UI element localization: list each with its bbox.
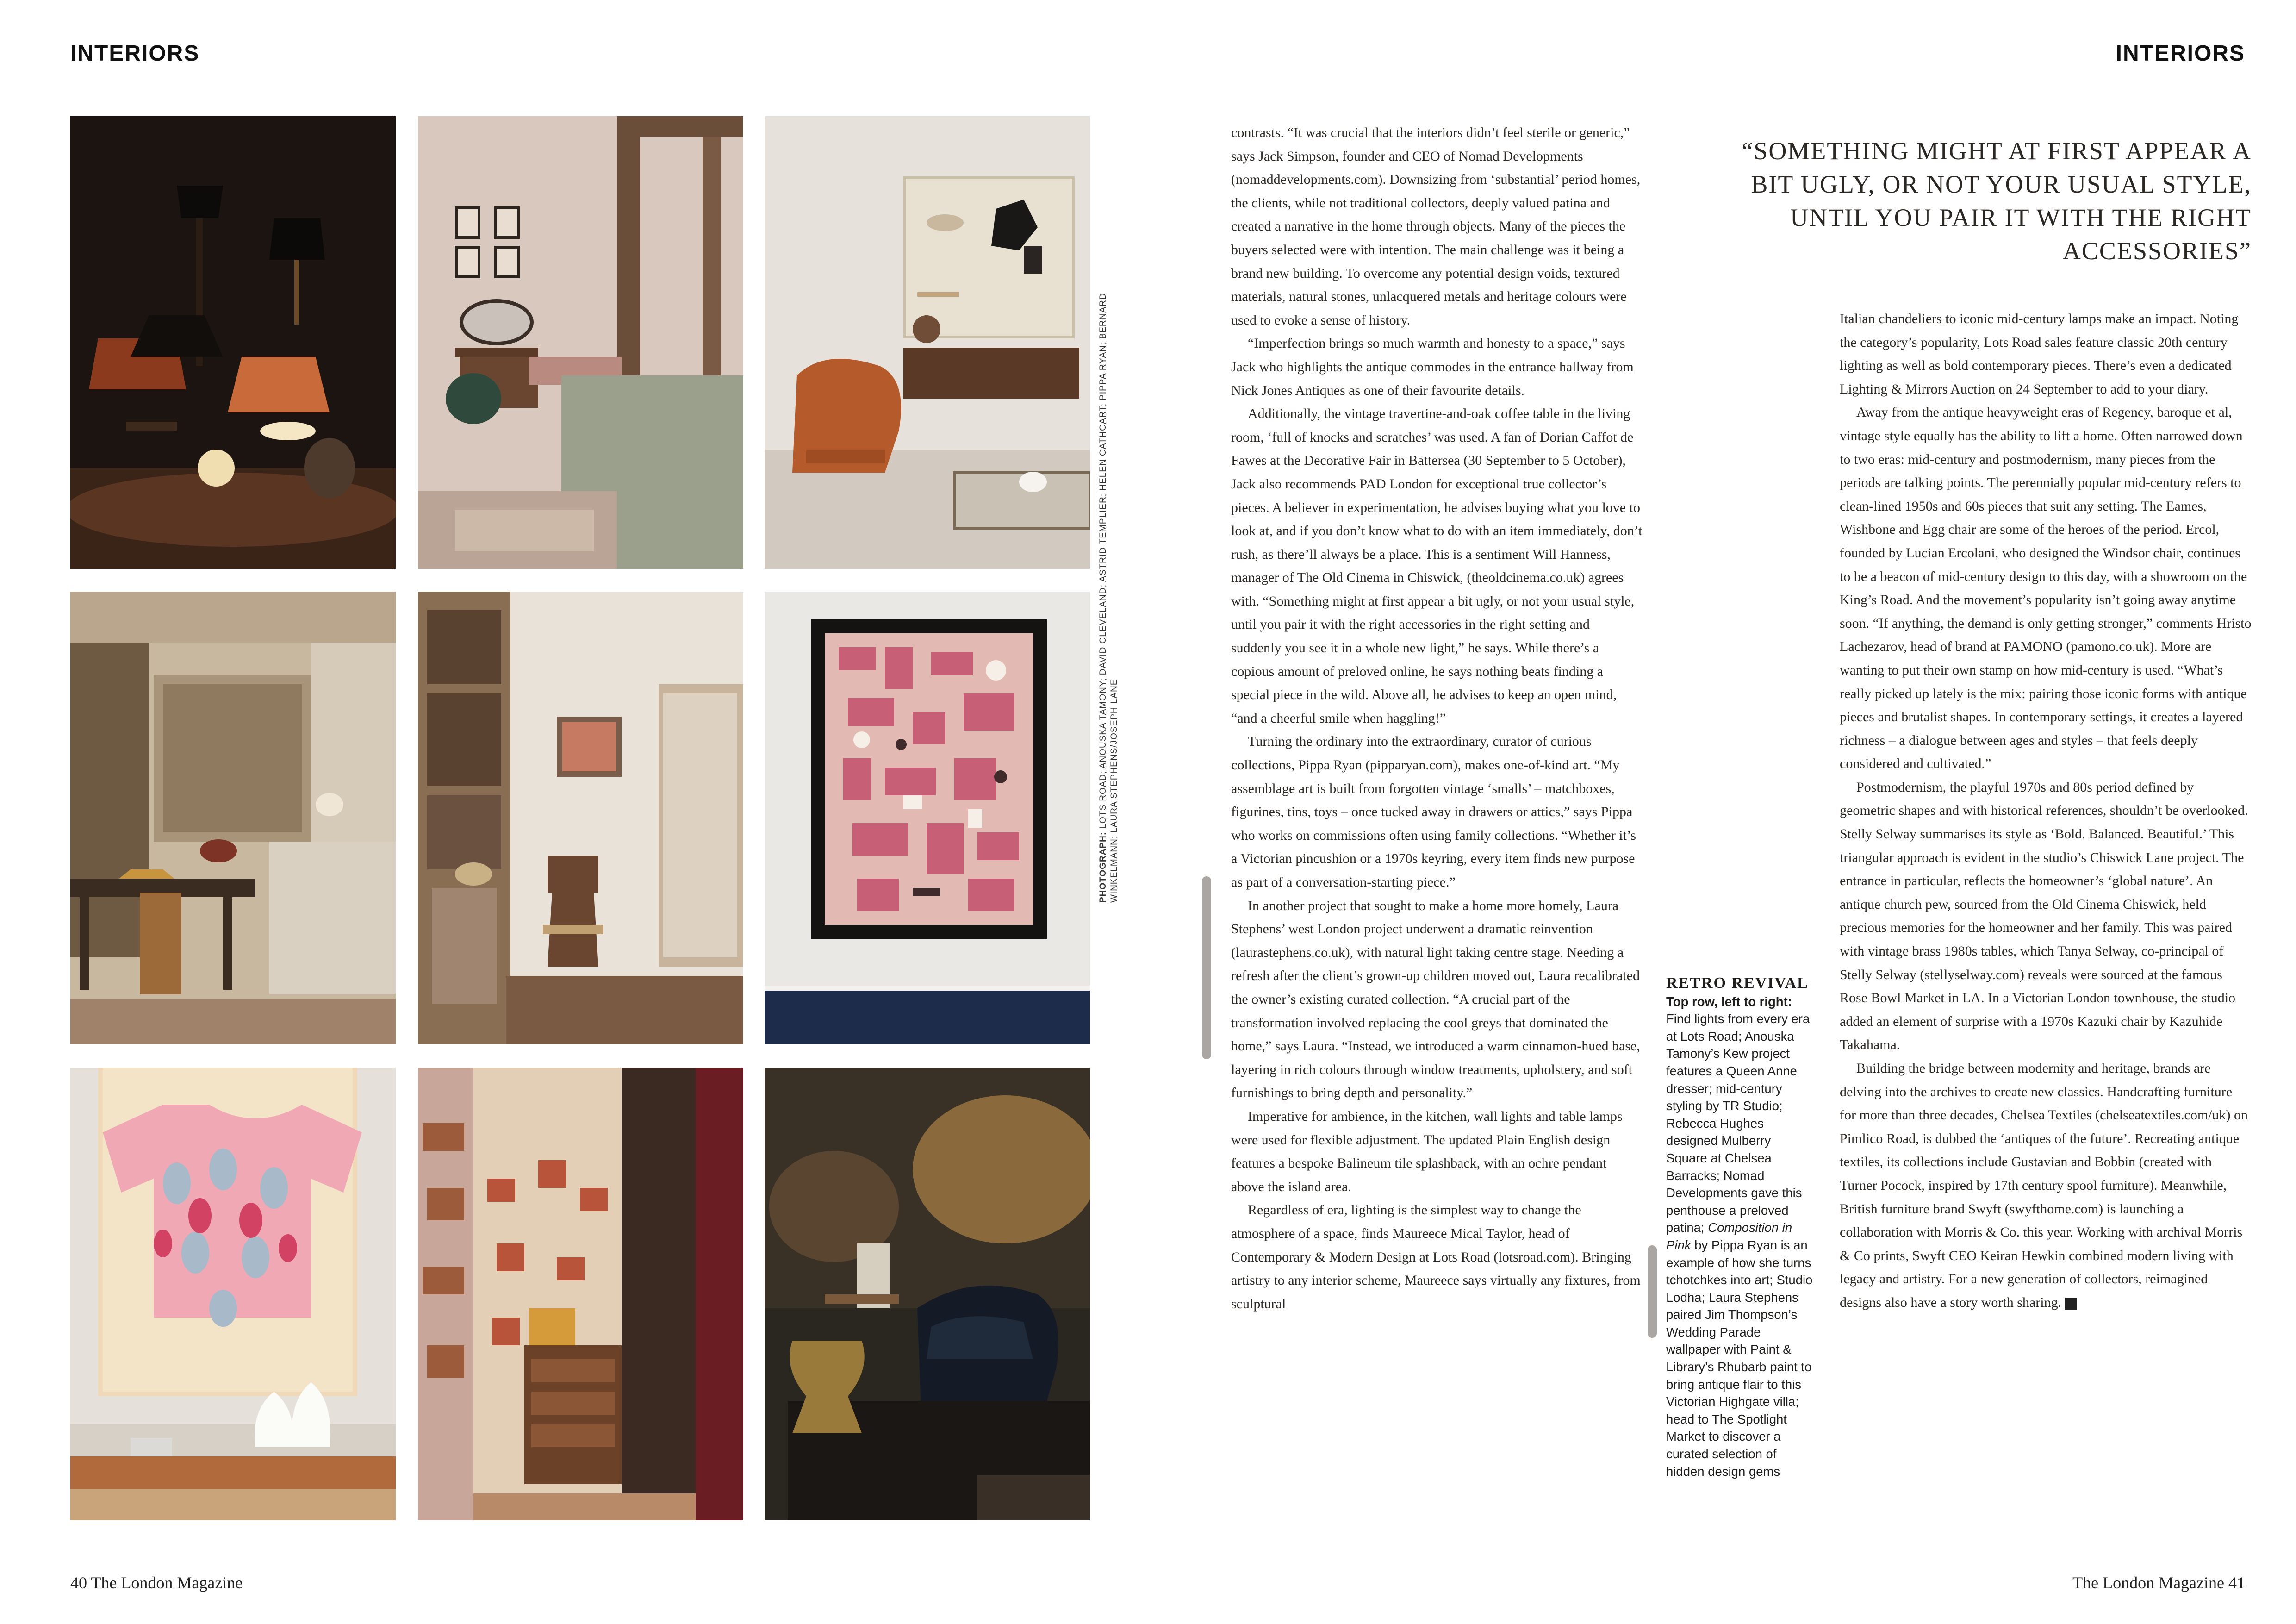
sidebar-text: by Pippa Ryan is an example of how she turns tchotchkes into art; Studio Lodha; Laura Stephens paired Jim Thompson’s Wedding Parade wallpaper with Paint & Library’s Rhubarb paint to bring antique flair to this Victorian Highgate villa; head to The Spotlight Market to discover a curated selection of hidden design gems (1666, 1237, 1813, 1479)
paragraph: Away from the antique heavyweight eras of Regency, baroque et al, vintage style equally has the ability to lift a home. Often narrowed down to two eras: mid-century and postmodernism, many pieces from the periods are talking points. The perennially popular mid-century refers to clean-lined 1950s and 60s pieces that suit any setting. The Eames, Wishbone and Egg chair are some of the heroes of the period. Ercol, founded by Lucian Ercolani, who designed the Windsor chair, continues to be a beacon of mid-century design to this day, with a showroom on the King’s Road. And the movement’s popularity isn’t going away anytime soon. “If anything, the demand is only getting stronger,” comments Hristo Lachezarov, head of brand at PAMONO (pamono.co.uk). More are wanting to put their own stamp on how mid-century is used. “What’s really picked up lately is the mix: pairing those iconic forms with antique pieces and brutalist shapes. In contemporary settings, it creates a layered richness – a dialogue between ages and styles – that feels deeply considered and cultivated.” (1840, 405, 2252, 772)
magazine-title: The London Magazine (91, 1574, 243, 1592)
sidebar-subheading: Top row, left to right: (1666, 994, 1792, 1009)
photo-studio-lodha-textile (70, 1068, 396, 1520)
highlight-bar (1648, 1245, 1657, 1338)
photo-captions-sidebar (1666, 974, 1814, 1480)
paragraph: contrasts. “It was crucial that the interiors didn’t feel sterile or generic,” says Jack Simpson, founder and CEO of Nomad Developments (nomaddevelopments.com). Downsizing from ‘substantial’ period homes, the clients, while not traditional collectors, deeply valued patina and created a narrative in the home through objects. Many of the pieces the buyers selected were with intention. The main challenge was it being a brand new building. To overcome any potential design voids, textured materials, natural stones, unlacquered metals and heritage colours were used to evoke a sense of history. (1231, 125, 1641, 328)
sidebar-text: Find lights from every era at Lots Road; Anouska Tamony’s Kew project features a Queen Anne dresser; mid-century styling by TR Studio; Rebecca Hughes designed Mulberry Square at Chelsea Barracks; Nomad Developments gave this penthouse a preloved patina; (1666, 1012, 1810, 1235)
photo-mulberry-square-kitchen (70, 592, 396, 1044)
paragraph: “Imperfection brings so much warmth and honesty to a space,” says Jack who highlights the antique commodes in the entrance hallway from Nick Jones Antiques as one of their favourite details. (1231, 336, 1634, 398)
paragraph (1840, 1057, 2252, 1315)
photo-credit-text: LOTS ROAD; ANOUSKA TAMONY; DAVID CLEVELAND; ASTRID TEMPLIER; HELEN CATHCART; PIPPA RYAN; BERNARD WINKELMANN; LAURA STEPHENS/JOSEPH LANE (1098, 293, 1119, 903)
folio-right (2072, 1573, 2245, 1593)
photo-credit-label: PHOTOGRAPH: (1098, 831, 1108, 903)
photo-lots-road-lamps (70, 116, 396, 569)
photo-kew-bedroom (418, 116, 743, 569)
section-label-right: INTERIORS (2116, 41, 2245, 66)
photo-spotlight-market-chair (765, 1068, 1090, 1520)
sidebar-artwork-title: Composition in Pink (1666, 1220, 1792, 1252)
highlight-bar (1202, 876, 1211, 1059)
pull-quote: “SOMETHING MIGHT AT FIRST APPEAR A BIT UGLY, OR NOT YOUR USUAL STYLE, UNTIL YOU PAIR IT WITH THE RIGHT ACCESSORIES” (1742, 137, 2252, 265)
page-number: 41 (2228, 1574, 2245, 1592)
photo-wedding-parade-wallpaper (418, 1068, 743, 1520)
article-column-1 (1231, 121, 1643, 1316)
folio-left (70, 1573, 243, 1593)
article-column-2 (1840, 307, 2252, 1315)
paragraph: Imperative for ambience, in the kitchen, wall lights and table lamps were used for flexible adjustment. The updated Plain English design features a bespoke Balineum tile splashback, with an ochre pendant above the island area. (1231, 1108, 1623, 1194)
photo-tr-studio-living (765, 116, 1090, 569)
end-mark: L (2065, 1298, 2077, 1310)
paragraph: Turning the ordinary into the extraordinary, curator of curious collections, Pippa Ryan (pipparyan.com), makes one-of-kind art. “My assemblage art is built from forgotten vintage ‘smalls’ – matchboxes, figurines, tins, toys – once tucked away in drawers or attics,” says Pippa who works on commissions often using family collections. “Whether it’s a Victorian pincushion or a 1970s keyring, every item finds new purpose as part of a conversation-starting piece.” (1231, 734, 1636, 890)
photo-composition-in-pink (765, 592, 1090, 1044)
paragraph: In another project that sought to make a home more homely, Laura Stephens’ west London project underwent a dramatic reinvention (laurastephens.co.uk), with natural light taking centre stage. Needing a refresh after the client’s grown-up children moved out, Laura recalibrated the owner’s existing curated collection. “A crucial part of the transformation involved replacing the cool greys that dominated the home,” says Laura. “Instead, we introduced a warm cinnamon-hued base, layering in rich colours through window treatments, upholstery, and soft furnishings to bring depth and personality.” (1231, 898, 1640, 1101)
sidebar-heading: RETRO REVIVAL (1666, 974, 1809, 992)
paragraph: Additionally, the vintage travertine-and-oak coffee table in the living room, ‘full of knocks and scratches’ was used. A fan of Dorian Caffot de Fawes at the Decorative Fair in Battersea (30 September to 5 October), Jack also recommends PAD London for exceptional true collector’s pieces. A believer in experimentation, he advises buying what you love to look at, and if you don’t know what to do with an item immediately, don’t rush, as there’ll always be a place. This is a sentiment Will Hanness, manager of The Old Cinema in Chiswick, (theoldcinema.co.uk) agrees with. “Something might at first appear a bit ugly, or not your usual style, until you pair it with the right accessories in the right setting and suddenly you see it in a whole new light,” he says. While there’s a copious amount of preloved online, he says nothing beats finding a special piece in the wild. Above all, he advises to keep an open mind, “and a cheerful smile when haggling!” (1231, 406, 1643, 726)
paragraph: Postmodernism, the playful 1970s and 80s period defined by geometric shapes and with historical references, shouldn’t be overlooked. Stelly Selway summarises its style as ‘Bold. Balanced. Beautiful.’ This triangular approach is evident in the studio’s Chiswick Lane project. The entrance in particular, reflects the homeowner’s ‘global nature’. An antique church pew, sourced from the Old Cinema Chiswick, held precious memories for the homeowner and her family. This was paired with vintage brass 1980s tables, which Tanya Selway, co-principal of Stelly Selway (stellyselway.com) reveals were sourced at the famous Rose Bowl Market in LA. In a Victorian London townhouse, the studio added an element of surprise with a 1970s Kazuki chair by Kazuhide Takahama. (1840, 779, 2248, 1053)
page-number: 40 (70, 1574, 87, 1592)
photo-nomad-penthouse (418, 592, 743, 1044)
section-label-left: INTERIORS (70, 41, 200, 66)
paragraph-text: Building the bridge between modernity and heritage, brands are delving into the archives to create new classics. Handcrafting furniture for more than three decades, Chelsea Textiles (chelseatextiles.com/uk) on Pimlico Road, is dubbed the ‘antiques of the future’. Recreating antique textiles, its collections include Gustavian and Bobbin (created with Turner Pocock, inspired by 17th century spool furniture). Meanwhile, British furniture brand Swyft (swyfthome.com) is launching a collaboration with Morris & Co. this year. Working with archival Morris & Co prints, Swyft CEO Keiran Hewkin combined modern living with legacy and artistry. For a new generation of collectors, reimagined designs also have a story worth sharing. (1840, 1061, 2248, 1310)
paragraph: Regardless of era, lighting is the simplest way to change the atmosphere of a space, finds Maureece Mical Taylor, head of Contemporary & Modern Design at Lots Road (lotsroad.com). Bringing artistry to any interior scheme, Maureece says virtually any fixtures, from sculptural (1231, 1202, 1641, 1312)
magazine-title: The London Magazine (2072, 1574, 2224, 1592)
photo-credit (1098, 282, 1120, 903)
paragraph: Italian chandeliers to iconic mid-century lamps make an impact. Noting the category’s popularity, Lots Road sales feature classic 20th century lighting as well as bold contemporary pieces. There’s even a dedicated Lighting & Mirrors Auction on 24 September to add to your diary. (1840, 311, 2239, 397)
